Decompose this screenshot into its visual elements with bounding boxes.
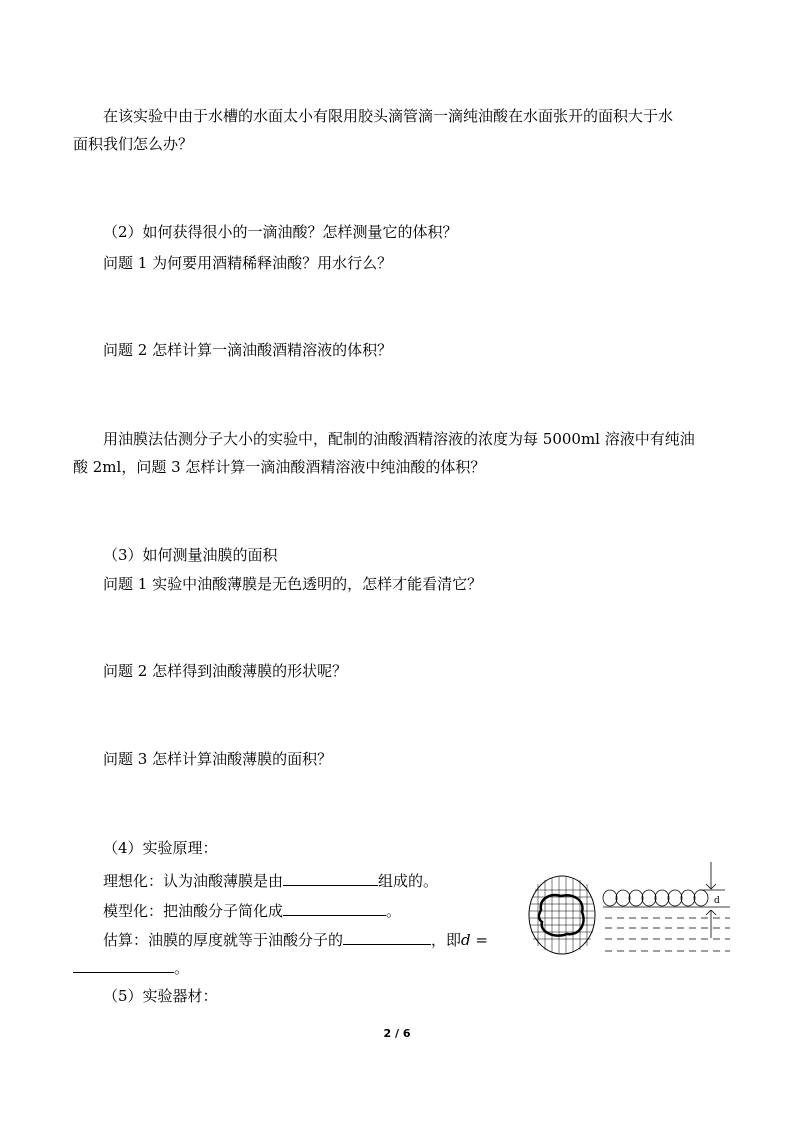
- grid-circle-figure: [529, 876, 595, 954]
- estimate-prefix: 估算：油膜的厚度就等于油酸分子的: [103, 931, 344, 949]
- question-text: 问题 1 为何要用酒精稀释油酸？用水行么？: [103, 254, 393, 272]
- molecule-layer-figure: [603, 890, 730, 907]
- section-heading: （2）如何获得很小的一滴油酸？怎样测量它的体积？: [103, 223, 458, 241]
- question-text: 问题 2 怎样得到油酸薄膜的形状呢？: [103, 662, 348, 680]
- paragraph-line: 面积我们怎么办？: [73, 135, 194, 153]
- paragraph-line: 酸 2ml，问题 3 怎样计算一滴油酸酒精溶液中纯油酸的体积？: [73, 458, 486, 476]
- section-heading: （3）如何测量油膜的面积: [103, 546, 278, 564]
- ideal-suffix: 组成的。: [378, 872, 439, 890]
- d-variable: d: [461, 931, 471, 949]
- answer-blank: [343, 928, 431, 945]
- paragraph-line: 用油膜法估测分子大小的实验中，配制的油酸酒精溶液的浓度为每 5000ml 溶液中有纯油: [103, 430, 695, 448]
- section-heading: （5）实验器材：: [103, 987, 218, 1005]
- ideal-line: [103, 869, 438, 891]
- page-number: 2 / 6: [383, 1027, 411, 1040]
- oil-film-diagram: [525, 860, 735, 960]
- question-text: 问题 3 怎样计算油酸薄膜的面积？: [103, 750, 333, 768]
- model-prefix: 模型化：把油酸分子简化成: [103, 902, 284, 920]
- thickness-label: d: [714, 896, 720, 906]
- answer-blank: [283, 869, 378, 886]
- estimate-mid: ，即: [431, 931, 462, 949]
- question-text: 问题 1 实验中油酸薄膜是无色透明的，怎样才能看清它？: [103, 575, 483, 593]
- model-line: [103, 899, 401, 921]
- oil-film-outline: [539, 895, 584, 936]
- estimate-answer-line: [73, 956, 189, 978]
- model-suffix: 。: [386, 902, 402, 920]
- section-heading: （4）实验原理：: [103, 839, 218, 857]
- answer-blank: [283, 899, 386, 916]
- thickness-marker: [699, 862, 725, 938]
- equals-sign: =: [470, 931, 488, 949]
- answer-blank: [73, 956, 174, 973]
- ideal-prefix: 理想化：认为油酸薄膜是由: [103, 872, 284, 890]
- estimate-suffix: 。: [174, 959, 190, 977]
- question-text: 问题 2 怎样计算一滴油酸酒精溶液的体积？: [103, 341, 393, 359]
- paragraph-line: 在该实验中由于水槽的水面太小有限用胶头滴管滴一滴纯油酸在水面张开的面积大于水: [103, 107, 674, 125]
- estimate-line: [103, 928, 488, 950]
